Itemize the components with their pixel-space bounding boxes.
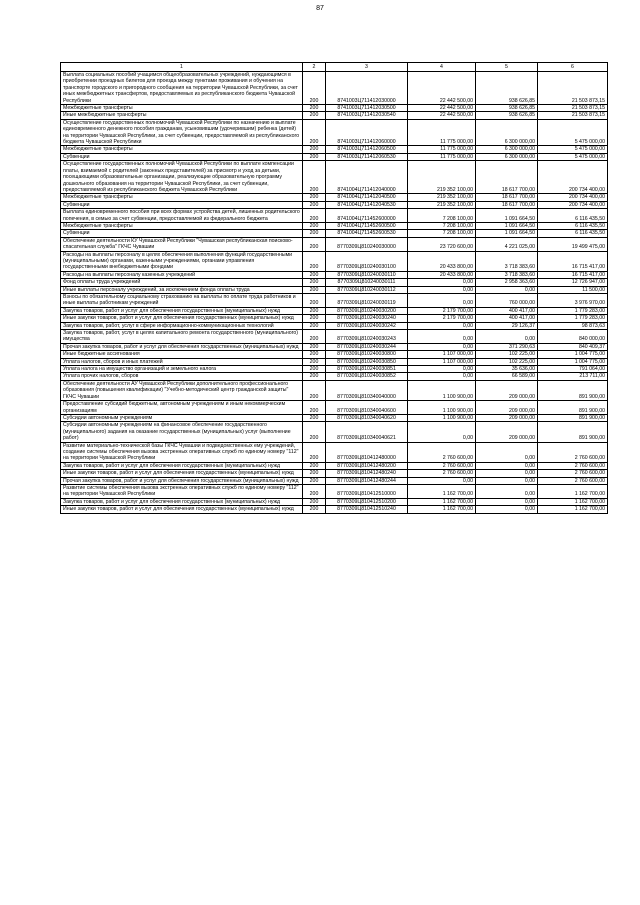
row-kbk-cell: 8770309Ц810240030110 [326,271,408,278]
row-approved-cell: 22 442 500,00 [408,112,476,119]
row-kbk-cell: 8770309Ц810412510200 [326,498,408,505]
row-remaining-cell: 11 500,00 [538,286,608,293]
table-row [61,366,608,373]
row-code-cell: 200 [303,401,326,415]
row-name-cell: Иные закупки товаров, работ и услуг для обеспечения государственных (муниципальных) нужд [61,315,303,322]
row-code-cell: 200 [303,286,326,293]
row-remaining-cell: 213 711,00 [538,373,608,380]
row-code-cell: 200 [303,307,326,314]
row-remaining-cell: 891 900,00 [538,380,608,400]
row-remaining-cell: 1 162 700,00 [538,498,608,505]
table-row [61,201,608,208]
table-row [61,294,608,308]
row-kbk-cell: 8770309Ц810412480200 [326,462,408,469]
table-row [61,442,608,462]
row-kbk-cell: 8770309Ц810240030851 [326,366,408,373]
row-executed-cell: 2 958 363,60 [476,279,538,286]
table-body [61,63,608,514]
row-kbk-cell: 8770309Ц810240030852 [326,373,408,380]
row-remaining-cell: 21 503 873,15 [538,105,608,112]
row-name-cell: Выплата единовременного пособия при всех формах устройства детей, лишенных родительского попечения, в семью за счет субвенции, предоставляемой из федерального бюджета [61,209,303,223]
table-row [61,343,608,350]
row-kbk-cell: 8741003Ц711412030540 [326,112,408,119]
row-approved-cell: 20 433 800,00 [408,271,476,278]
row-approved-cell: 1 107 000,00 [408,351,476,358]
table-row [61,477,608,484]
row-code-cell: 200 [303,462,326,469]
row-remaining-cell: 2 760 600,00 [538,462,608,469]
table-row [61,307,608,314]
row-kbk-cell: 8770309Ц810340040620 [326,414,408,421]
table-row [61,380,608,400]
row-name-cell: Развитие системы обеспечения вызова экстренных оперативных служб по единому номеру "112" на территории Чувашской Республики [61,484,303,498]
table-row [61,72,608,105]
row-name-cell: Предоставление субсидий бюджетным, автономным учреждениям и иным некоммерческим организациям [61,401,303,415]
row-executed-cell: 938 626,85 [476,72,538,105]
row-approved-cell: 1 100 900,00 [408,380,476,400]
row-executed-cell: 1 091 664,50 [476,209,538,223]
row-approved-cell: 0,00 [408,330,476,344]
row-approved-cell: 0,00 [408,366,476,373]
row-kbk-cell: 8741004Ц711452600000 [326,209,408,223]
table-row [61,351,608,358]
table-row [61,462,608,469]
row-kbk-cell: 8770309Ц810240030800 [326,351,408,358]
row-approved-cell: 0,00 [408,322,476,329]
row-remaining-cell: 1 162 700,00 [538,484,608,498]
row-kbk-cell: 8741003Ц711412060500 [326,146,408,153]
row-executed-cell: 0,00 [476,442,538,462]
table-row [61,271,608,278]
row-executed-cell: 938 626,85 [476,105,538,112]
table-row [61,161,608,194]
row-code-cell: 200 [303,72,326,105]
row-approved-cell: 22 442 500,00 [408,72,476,105]
row-code-cell: 200 [303,343,326,350]
row-executed-cell: 1 091 664,50 [476,222,538,229]
row-name-cell: Прочая закупка товаров, работ и услуг для обеспечения государственных (муниципальных) нужд [61,343,303,350]
row-name-cell: Межбюджетные трансферты [61,105,303,112]
row-code-cell: 200 [303,315,326,322]
row-kbk-cell: 8770309Ц810240030240 [326,315,408,322]
row-executed-cell: 0,00 [476,470,538,477]
row-code-cell: 200 [303,322,326,329]
row-executed-cell: 29 126,37 [476,322,538,329]
row-kbk-cell: 8770309Ц810340040600 [326,401,408,415]
row-kbk-cell: 8770309Ц810412480000 [326,442,408,462]
table-row [61,251,608,271]
row-executed-cell: 66 589,00 [476,373,538,380]
row-remaining-cell: 98 873,63 [538,322,608,329]
row-name-cell: Закупка товаров, работ и услуг для обеспечения государственных (муниципальных) нужд [61,462,303,469]
row-name-cell: Закупка товаров, работ, услуг в сфере информационно-коммуникационных технологий [61,322,303,329]
row-kbk-cell: 8741003Ц711412060000 [326,119,408,146]
row-remaining-cell: 3 976 970,00 [538,294,608,308]
row-approved-cell: 2 760 600,00 [408,442,476,462]
page-number: 87 [316,5,324,12]
table-row [61,153,608,160]
row-name-cell: Межбюджетные трансферты [61,194,303,201]
row-approved-cell: 2 179 700,00 [408,307,476,314]
row-remaining-cell: 5 475 000,00 [538,119,608,146]
row-remaining-cell: 16 715 417,00 [538,271,608,278]
row-approved-cell: 20 433 800,00 [408,251,476,271]
row-code-cell: 200 [303,230,326,237]
row-code-cell: 200 [303,330,326,344]
row-kbk-cell: 8741004Ц711452600530 [326,230,408,237]
row-executed-cell: 0,00 [476,498,538,505]
row-code-cell: 200 [303,358,326,365]
header-cell-5: 5 [476,63,538,72]
row-name-cell: Осуществление государственных полномочий Чувашской Республики по назначению и выплате единовременного денежного пособия гражданам, усыновившим (удочерившим) ребенка (детей) на территории Чувашской Республики, за счет субвенции, предоставляемой из республиканского бюджета Чувашской Республики [61,119,303,146]
header-cell-6: 6 [538,63,608,72]
row-executed-cell: 102 225,00 [476,358,538,365]
row-code-cell: 200 [303,209,326,223]
row-kbk-cell: 8770309Ц810240030112 [326,286,408,293]
row-code-cell: 200 [303,251,326,271]
row-approved-cell: 1 100 900,00 [408,414,476,421]
row-approved-cell: 23 720 600,00 [408,237,476,251]
row-kbk-cell: 8741003Ц711412030500 [326,105,408,112]
row-name-cell: Иные закупки товаров, работ и услуг для обеспечения государственных (муниципальных) нужд [61,470,303,477]
row-executed-cell: 760 000,00 [476,294,538,308]
row-approved-cell: 11 775 000,00 [408,146,476,153]
row-kbk-cell: 8770309Ц810340040000 [326,380,408,400]
row-kbk-cell: 8741004Ц711412040500 [326,194,408,201]
row-code-cell: 200 [303,366,326,373]
row-code-cell: 200 [303,422,326,442]
row-executed-cell: 0,00 [476,484,538,498]
row-name-cell: Закупка товаров, работ и услуг для обеспечения государственных (муниципальных) нужд [61,498,303,505]
row-code-cell: 200 [303,105,326,112]
row-name-cell: Обеспечение деятельности КУ Чувашской Республики "Чувашская республиканская поисково-спасательная служба" ГКЧС Чувашии [61,237,303,251]
row-executed-cell: 4 221 025,00 [476,237,538,251]
row-name-cell: Иные выплаты персоналу учреждений, за исключением фонда оплаты труда [61,286,303,293]
row-code-cell: 200 [303,470,326,477]
table-row [61,209,608,223]
row-name-cell: Субвенции [61,201,303,208]
table-row [61,112,608,119]
row-kbk-cell: 8770309Ц810240030200 [326,307,408,314]
row-code-cell: 200 [303,119,326,146]
row-name-cell: Уплата прочих налогов, сборов [61,373,303,380]
header-cell-4: 4 [408,63,476,72]
row-remaining-cell: 12 726 947,00 [538,279,608,286]
table-row [61,506,608,513]
row-executed-cell: 371 290,63 [476,343,538,350]
row-executed-cell: 0,00 [476,462,538,469]
row-kbk-cell: 8770309Ц810240030100 [326,251,408,271]
table-row [61,119,608,146]
row-executed-cell: 209 000,00 [476,401,538,415]
row-remaining-cell: 6 116 435,50 [538,209,608,223]
row-name-cell: Субвенции [61,230,303,237]
row-approved-cell: 219 352 100,00 [408,194,476,201]
row-remaining-cell: 200 734 400,00 [538,194,608,201]
table-row [61,230,608,237]
row-approved-cell: 11 775 000,00 [408,153,476,160]
row-kbk-cell: 8770309Ц810240030000 [326,237,408,251]
row-kbk-cell: 8770309Ц810412510240 [326,506,408,513]
row-executed-cell: 209 000,00 [476,380,538,400]
row-remaining-cell: 6 116 435,50 [538,230,608,237]
row-kbk-cell: 8741003Ц711412060530 [326,153,408,160]
row-approved-cell: 1 162 700,00 [408,484,476,498]
row-approved-cell: 7 208 100,00 [408,209,476,223]
row-name-cell: Взносы по обязательному социальному страхованию на выплаты по оплате труда работников и иные выплаты работникам учреждений [61,294,303,308]
row-remaining-cell: 840 000,00 [538,330,608,344]
row-kbk-cell: 8770309Ц810240030244 [326,343,408,350]
row-executed-cell: 400 417,00 [476,307,538,314]
row-approved-cell: 22 442 500,00 [408,105,476,112]
row-executed-cell: 209 000,00 [476,414,538,421]
row-name-cell: Расходы на выплаты персоналу казенных учреждений [61,271,303,278]
row-approved-cell: 2 760 600,00 [408,462,476,469]
row-executed-cell: 0,00 [476,477,538,484]
table-row [61,194,608,201]
row-name-cell: Закупка товаров, работ и услуг для обеспечения государственных (муниципальных) нужд [61,307,303,314]
row-kbk-cell: 8741004Ц711452600500 [326,222,408,229]
row-remaining-cell: 6 116 435,50 [538,222,608,229]
table-row [61,330,608,344]
table-row [61,422,608,442]
row-code-cell: 200 [303,112,326,119]
table-row [61,401,608,415]
row-remaining-cell: 5 475 000,00 [538,153,608,160]
row-approved-cell: 0,00 [408,422,476,442]
row-name-cell: Иные бюджетные ассигнования [61,351,303,358]
table-row [61,146,608,153]
header-cell-1: 1 [61,63,303,72]
row-remaining-cell: 1 004 775,00 [538,351,608,358]
table-row [61,286,608,293]
row-approved-cell: 1 162 700,00 [408,498,476,505]
row-executed-cell: 3 718 383,60 [476,271,538,278]
row-executed-cell: 18 617 700,00 [476,194,538,201]
row-approved-cell: 0,00 [408,294,476,308]
row-executed-cell: 102 225,00 [476,351,538,358]
row-remaining-cell: 2 760 600,00 [538,477,608,484]
row-executed-cell: 35 636,00 [476,366,538,373]
row-approved-cell: 0,00 [408,286,476,293]
row-code-cell: 200 [303,279,326,286]
row-approved-cell: 0,00 [408,373,476,380]
table-row [61,105,608,112]
table-row [61,484,608,498]
row-approved-cell: 11 775 000,00 [408,119,476,146]
row-executed-cell: 400 417,00 [476,315,538,322]
row-approved-cell: 219 352 100,00 [408,201,476,208]
row-remaining-cell: 891 900,00 [538,422,608,442]
row-code-cell: 200 [303,414,326,421]
row-name-cell: Уплата налогов, сборов и иных платежей [61,358,303,365]
table-row [61,414,608,421]
row-code-cell: 200 [303,237,326,251]
row-executed-cell: 6 300 000,00 [476,153,538,160]
row-name-cell: Субвенции [61,153,303,160]
row-code-cell: 200 [303,484,326,498]
table-row [61,279,608,286]
row-code-cell: 200 [303,498,326,505]
row-executed-cell: 0,00 [476,286,538,293]
row-code-cell: 200 [303,161,326,194]
row-approved-cell: 2 760 600,00 [408,470,476,477]
row-name-cell: Межбюджетные трансферты [61,222,303,229]
row-kbk-cell: 8770309Ц810340040621 [326,422,408,442]
row-name-cell: Закупка товаров, работ, услуг в целях капитального ремонта государственного (муниципального) имущества [61,330,303,344]
row-remaining-cell: 2 760 600,00 [538,470,608,477]
row-remaining-cell: 1 004 775,00 [538,358,608,365]
row-name-cell: Осуществление государственных полномочий Чувашской Республики по выплате компенсации платы, взимаемой с родителей (законных представителей) за присмотр и уход за детьми, посещающими образовательные организации, реализующие образовательную программу дошкольного образования на территории Чувашской Республики, за счет субвенции, предоставляемой из республиканского бюджета Чувашской Республики [61,161,303,194]
row-remaining-cell: 891 900,00 [538,401,608,415]
budget-table [60,62,608,514]
table-row [61,322,608,329]
row-approved-cell: 0,00 [408,477,476,484]
table-row [61,470,608,477]
row-kbk-cell: 8770309Ц810412480244 [326,477,408,484]
header-cell-2: 2 [303,63,326,72]
row-name-cell: Иные межбюджетные трансферты [61,112,303,119]
row-remaining-cell: 1 779 283,00 [538,307,608,314]
row-approved-cell: 7 208 100,00 [408,222,476,229]
row-kbk-cell: 8770309Ц810240030242 [326,322,408,329]
row-approved-cell: 1 100 900,00 [408,401,476,415]
row-kbk-cell: 8770309Ц810240030850 [326,358,408,365]
row-name-cell: Расходы на выплаты персоналу в целях обеспечения выполнения функций государственными (муниципальными) органами, казенными учреждениями, органами управления государственными внебюджетными фондами [61,251,303,271]
row-kbk-cell: 8770309Ц810412480240 [326,470,408,477]
row-executed-cell: 0,00 [476,330,538,344]
row-remaining-cell: 791 064,00 [538,366,608,373]
row-kbk-cell: 8770309Ц810240030119 [326,294,408,308]
row-code-cell: 200 [303,442,326,462]
row-executed-cell: 0,00 [476,506,538,513]
row-executed-cell: 1 091 664,50 [476,230,538,237]
row-remaining-cell: 16 715 417,00 [538,251,608,271]
row-remaining-cell: 21 503 873,15 [538,72,608,105]
row-approved-cell: 219 352 100,00 [408,161,476,194]
row-remaining-cell: 1 779 283,00 [538,315,608,322]
row-kbk-cell: 8770309Ц810412510000 [326,484,408,498]
row-code-cell: 200 [303,294,326,308]
row-name-cell: Иные закупки товаров, работ и услуг для обеспечения государственных (муниципальных) нужд [61,506,303,513]
row-code-cell: 200 [303,477,326,484]
row-executed-cell: 18 617 700,00 [476,161,538,194]
row-name-cell: Субсидии автономным учреждениям на финансовое обеспечение государственного (муниципального) задания на оказание государственных (муниципальных) услуг (выполнение работ) [61,422,303,442]
row-name-cell: Уплата налога на имущество организаций и земельного налога [61,366,303,373]
row-kbk-cell: 8741004Ц711412040000 [326,161,408,194]
row-remaining-cell: 19 499 475,00 [538,237,608,251]
row-name-cell: Выплата социальных пособий учащимся общеобразовательных учреждений, нуждающимся в приобретении проездных билетов для проезда между пунктами проживания и обучения на транспорте городского и пригородного сообщения на территории Чувашской Республики, за счет иных межбюджетных трансфертов, предоставляемых из республиканского бюджета Чувашской Республики [61,72,303,105]
row-approved-cell: 1 162 700,00 [408,506,476,513]
row-name-cell: Развитие материально-технической базы ГКЧС Чувашии и подведомственных ему учреждений, создание системы обеспечения вызова экстренных оперативных служб по единому номеру "112" на территории Чувашской Республики [61,442,303,462]
table-row [61,498,608,505]
row-code-cell: 200 [303,153,326,160]
row-code-cell: 200 [303,373,326,380]
row-name-cell: Субсидии автономным учреждениям [61,414,303,421]
row-approved-cell: 0,00 [408,279,476,286]
header-cell-3: 3 [326,63,408,72]
table-row [61,237,608,251]
row-approved-cell: 0,00 [408,343,476,350]
row-executed-cell: 3 718 383,60 [476,251,538,271]
row-executed-cell: 209 000,00 [476,422,538,442]
row-code-cell: 200 [303,146,326,153]
row-remaining-cell: 200 734 400,00 [538,201,608,208]
row-name-cell: Фонд оплаты труда учреждений [61,279,303,286]
row-approved-cell: 1 107 000,00 [408,358,476,365]
row-code-cell: 200 [303,222,326,229]
table-header-row [61,63,608,72]
row-name-cell: Обеспечение деятельности АУ Чувашской Республики дополнительного профессионального образования (повышения квалификации) "Учебно-методический центр гражданской защиты" ГКЧС Чувашии [61,380,303,400]
row-approved-cell: 2 179 700,00 [408,315,476,322]
table-row [61,222,608,229]
row-remaining-cell: 21 503 873,15 [538,112,608,119]
table-row [61,315,608,322]
row-code-cell: 200 [303,506,326,513]
row-code-cell: 200 [303,380,326,400]
row-remaining-cell: 1 162 700,00 [538,506,608,513]
row-code-cell: 200 [303,194,326,201]
row-remaining-cell: 5 475 000,00 [538,146,608,153]
row-executed-cell: 18 617 700,00 [476,201,538,208]
row-remaining-cell: 2 760 600,00 [538,442,608,462]
table-row [61,373,608,380]
row-approved-cell: 7 208 100,00 [408,230,476,237]
row-name-cell: Прочая закупка товаров, работ и услуг для обеспечения государственных (муниципальных) нужд [61,477,303,484]
row-code-cell: 200 [303,351,326,358]
row-remaining-cell: 891 900,00 [538,414,608,421]
row-name-cell: Межбюджетные трансферты [61,146,303,153]
row-kbk-cell: 8770309Ц810240030111 [326,279,408,286]
row-executed-cell: 938 626,85 [476,112,538,119]
row-kbk-cell: 8741004Ц711412040530 [326,201,408,208]
row-code-cell: 200 [303,271,326,278]
row-executed-cell: 6 300 000,00 [476,146,538,153]
row-executed-cell: 6 300 000,00 [476,119,538,146]
row-remaining-cell: 840 409,37 [538,343,608,350]
table-row [61,358,608,365]
row-code-cell: 200 [303,201,326,208]
row-kbk-cell: 8770309Ц810240030243 [326,330,408,344]
row-remaining-cell: 200 734 400,00 [538,161,608,194]
row-kbk-cell: 8741003Ц711412030000 [326,72,408,105]
